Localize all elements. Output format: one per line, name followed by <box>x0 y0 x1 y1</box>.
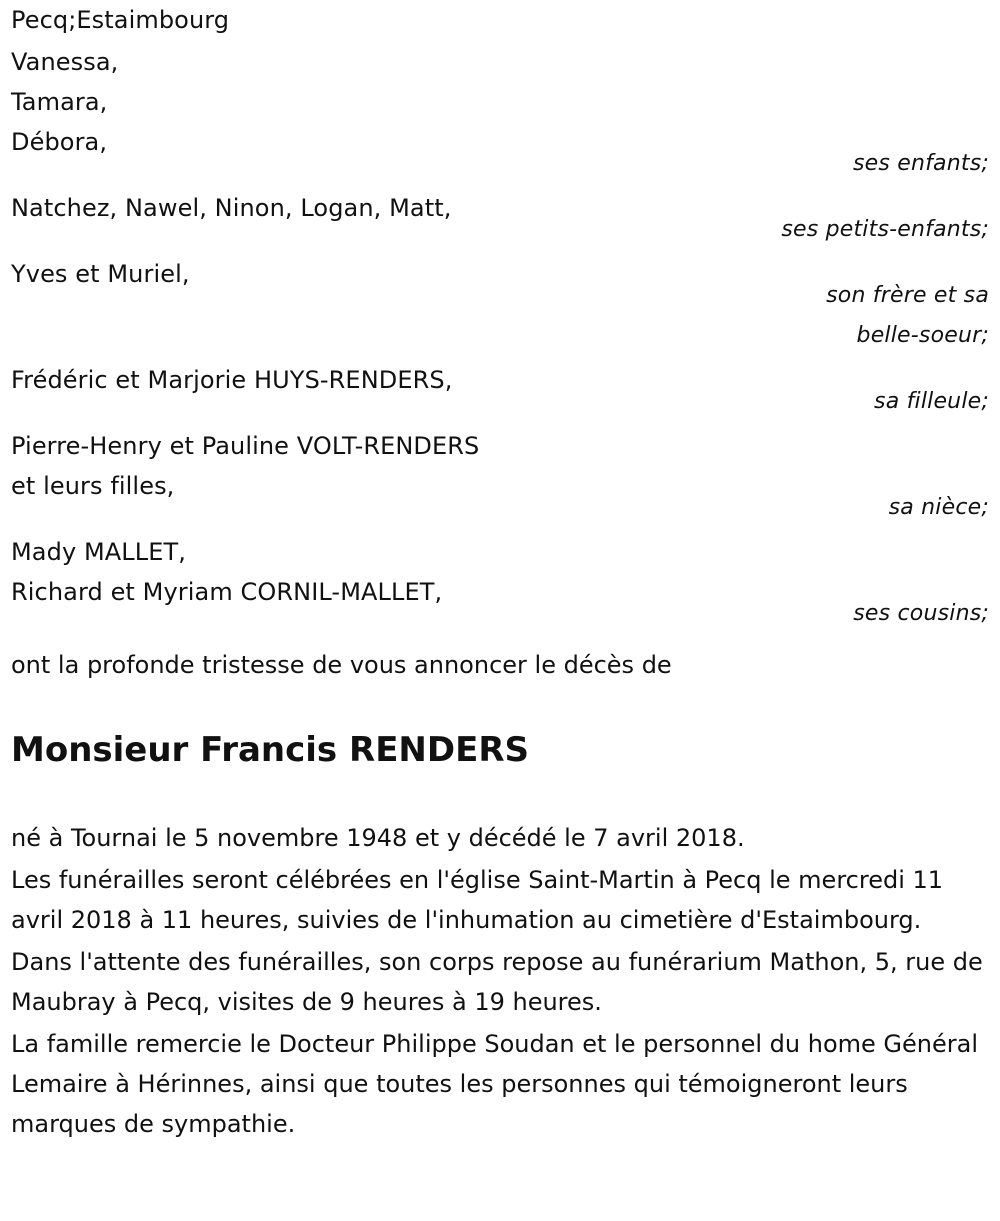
family-name-line: Frédéric et Marjorie HUYS-RENDERS, <box>11 366 453 394</box>
family-name-line: Vanessa, <box>11 48 119 76</box>
family-name-line: Pierre-Henry et Pauline VOLT-RENDERS <box>11 432 480 460</box>
family-group-cousins <box>11 532 989 634</box>
relation-label: sa nièce; <box>888 495 989 520</box>
family-group-goddaughter <box>11 360 989 422</box>
family-group-brother <box>11 254 989 356</box>
family-name-line: et leurs filles, <box>11 472 175 500</box>
relation-label: son frère et sa <box>826 283 989 308</box>
relation-label: sa filleule; <box>874 389 989 414</box>
family-group-grandchildren <box>11 188 989 250</box>
location-header: Pecq;Estaimbourg <box>11 6 230 34</box>
obituary-notice <box>11 0 989 1146</box>
family-name-line: Yves et Muriel, <box>11 260 190 288</box>
family-name-line: Mady MALLET, <box>11 538 187 566</box>
deceased-name: Monsieur Francis RENDERS <box>11 730 529 770</box>
relation-label: ses petits-enfants; <box>781 217 989 242</box>
funeral-paragraph: Les funérailles seront célébrées en l'église Saint-Martin à Pecq le mercredi 11 avril 2018 à 11 heures, suivies de l'inhumation au cimetière d'Estaimbourg. <box>11 866 944 934</box>
family-name-line: Débora, <box>11 128 108 156</box>
family-name-line: Richard et Myriam CORNIL-MALLET, <box>11 578 443 606</box>
relation-label: belle-soeur; <box>856 323 989 348</box>
family-name-line: Natchez, Nawel, Ninon, Logan, Matt, <box>11 194 452 222</box>
relation-label: ses cousins; <box>853 601 989 626</box>
announcement-text: ont la profonde tristesse de vous annoncer le décès de <box>11 651 672 679</box>
birth-death-paragraph: né à Tournai le 5 novembre 1948 et y décédé le 7 avril 2018. <box>11 824 745 852</box>
relation-label: ses enfants; <box>852 151 989 176</box>
family-group-niece <box>11 426 989 528</box>
family-name-line: Tamara, <box>11 88 108 116</box>
family-group-children <box>11 42 989 184</box>
funerarium-paragraph: Dans l'attente des funérailles, son corps repose au funérarium Mathon, 5, rue de Maubray à Pecq, visites de 9 heures à 19 heures. <box>11 948 983 1016</box>
thanks-paragraph: La famille remercie le Docteur Philippe Soudan et le personnel du home Général Lemaire à Hérinnes, ainsi que toutes les personnes qui témoigneront leurs marques de sympathie. <box>11 1030 978 1138</box>
